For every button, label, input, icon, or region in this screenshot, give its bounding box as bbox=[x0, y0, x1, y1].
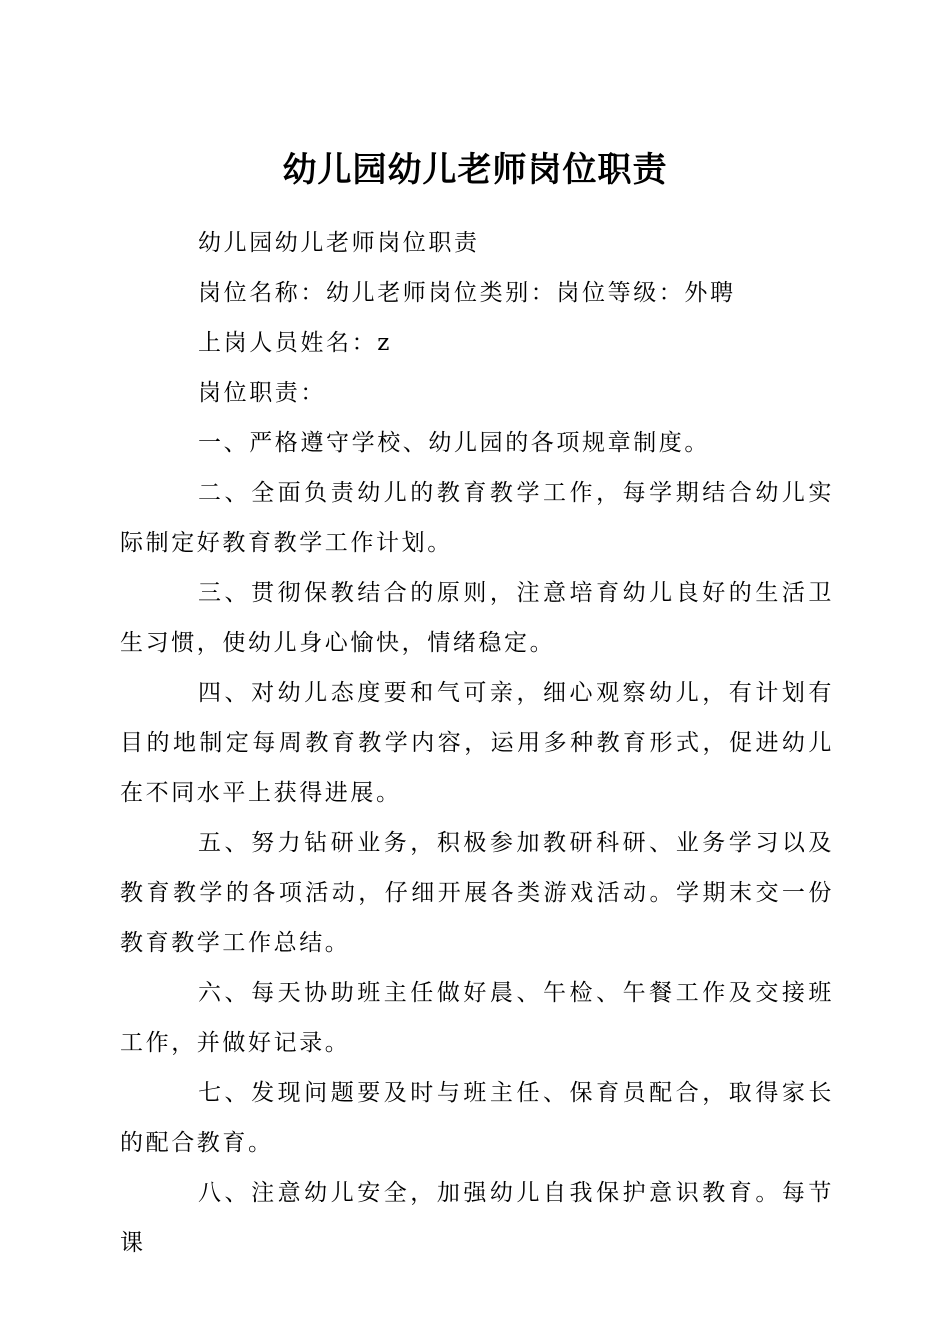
paragraph-duty-8: 八、注意幼儿安全，加强幼儿自我保护意识教育。每节课 bbox=[120, 1180, 834, 1256]
paragraph-duty-1: 一、严格遵守学校、幼儿园的各项规章制度。 bbox=[198, 430, 710, 456]
paragraph-duty-2: 二、全面负责幼儿的教育教学工作，每学期结合幼儿实际制定好教育教学工作计划。 bbox=[120, 480, 834, 556]
document-title: 幼儿园幼儿老师岗位职责 bbox=[282, 150, 668, 190]
paragraph-duty-4: 四、对幼儿态度要和气可亲，细心观察幼儿，有计划有目的地制定每周教育教学内容，运用多种教育形式，促进幼儿在不同水平上获得进展。 bbox=[120, 680, 834, 806]
paragraph-duties-label: 岗位职责： bbox=[198, 380, 326, 406]
paragraph-duty-7: 七、发现问题要及时与班主任、保育员配合，取得家长的配合教育。 bbox=[120, 1080, 834, 1156]
paragraph-duty-6: 六、每天协助班主任做好晨、午检、午餐工作及交接班工作，并做好记录。 bbox=[120, 980, 834, 1056]
paragraph-duty-5: 五、努力钻研业务，积极参加教研科研、业务学习以及教育教学的各项活动，仔细开展各类游戏活动。学期末交一份教育教学工作总结。 bbox=[120, 830, 834, 956]
paragraph-heading: 幼儿园幼儿老师岗位职责 bbox=[198, 230, 480, 256]
paragraph-position-info: 岗位名称：幼儿老师岗位类别：岗位等级：外聘 bbox=[198, 280, 736, 306]
paragraph-staff-name: 上岗人员姓名：z bbox=[198, 330, 392, 356]
document-body bbox=[120, 218, 834, 1268]
paragraph-duty-3: 三、贯彻保教结合的原则，注意培育幼儿良好的生活卫生习惯，使幼儿身心愉快，情绪稳定。 bbox=[120, 580, 834, 656]
